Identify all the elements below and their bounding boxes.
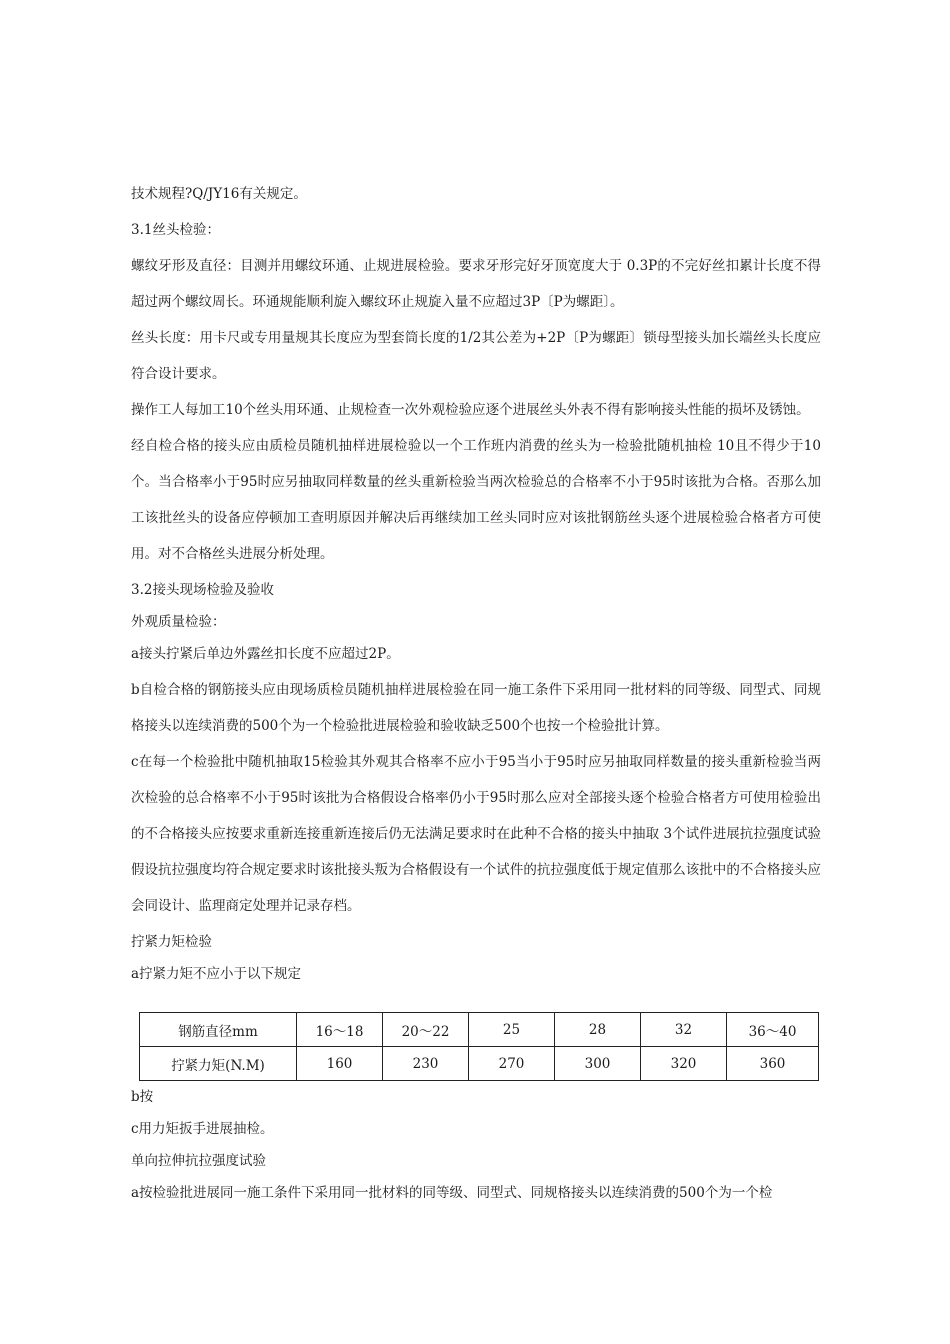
paragraph-sampling: 经自检合格的接头应由质检员随机抽样进展检验以一个工作班内消费的丝头为一检验批随机抽检 10且不得少于10个。当合格率小于95时应另抽取同样数量的丝头重新检验当两次检验总的合格率不小于95时该批为合格。否那么加工该批丝头的设备应停顿加工查明原因并解决后再继续加工丝头同时应对该批钢筋丝头逐个进展检验合格者方可使用。对不合格丝头进展分析处理。 xyxy=(131,438,821,562)
body-text-bottom xyxy=(131,1079,821,1211)
body-text-top xyxy=(131,176,821,992)
paragraph-torque-c: c用力矩扳手进展抽检。 xyxy=(131,1121,274,1137)
paragraph-item-c: c在每一个检验批中随机抽取15检验其外观其合格率不应小于95当小于95时应另抽取同样数量的接头重新检验当两次检验的总合格率不小于95时该批为合格假设合格率仍小于95时那么应对全部接头逐个检验合格者方可使用检验出的不合格接头应按要求重新连接重新连接后仍无法满足要求时在此种不合格的接头中抽取 3个试件进展抗拉强度试验假设抗拉强度均符合规定要求时该批接头叛为合格假设有一个试件的抗拉强度低于规定值那么该批中的不合格接头应会同设计、监理商定处理并记录存档。 xyxy=(131,754,821,914)
paragraph-torque-heading: 拧紧力矩检验 xyxy=(131,934,212,950)
paragraph-visual-inspection: 外观质量检验： xyxy=(131,614,226,630)
paragraph-item-b: b自检合格的钢筋接头应由现场质检员随机抽样进展检验在同一施工条件下采用同一批材料的同等级、同型式、同规格接头以连续消费的500个为一个检验批进展检验和验收缺乏500个也按一个检验批计算。 xyxy=(131,682,821,734)
paragraph-thread-length: 丝头长度：用卡尺或专用量规其长度应为型套筒长度的1/2其公差为+2P〔P为螺距〕锁母型接头加长端丝头长度应符合设计要求。 xyxy=(131,330,821,382)
paragraph-worker-check: 操作工人每加工10个丝头用环通、止规检查一次外观检验应逐个进展丝头外表不得有影响接头性能的损坏及锈蚀。 xyxy=(131,402,810,418)
table-cell: 36～40 xyxy=(727,1013,819,1047)
paragraph-torque-b: b按 xyxy=(131,1089,154,1105)
table-cell: 20～22 xyxy=(383,1013,469,1047)
table-cell: 16～18 xyxy=(297,1013,383,1047)
table-cell: 25 xyxy=(469,1013,555,1047)
table-cell: 300 xyxy=(555,1047,641,1081)
paragraph-tensile-heading: 单向拉伸抗拉强度试验 xyxy=(131,1153,266,1169)
paragraph-tensile-a: a按检验批进展同一施工条件下采用同一批材料的同等级、同型式、同规格接头以连续消费的500个为一个检 xyxy=(131,1185,773,1201)
table-cell: 160 xyxy=(297,1047,383,1081)
torque-table xyxy=(139,1012,819,1081)
table-cell: 拧紧力矩(N.M) xyxy=(140,1047,297,1081)
table-cell: 28 xyxy=(555,1013,641,1047)
section-heading-3-2: 3.2接头现场检验及验收 xyxy=(131,582,274,598)
section-heading-3-1: 3.1丝头检验： xyxy=(131,222,220,238)
table-row xyxy=(140,1047,819,1081)
paragraph-item-a: a接头拧紧后单边外露丝扣长度不应超过2P。 xyxy=(131,646,400,662)
table-cell: 270 xyxy=(469,1047,555,1081)
table-row xyxy=(140,1013,819,1047)
paragraph-spec-reference: 技术规程?Q/JY16有关规定。 xyxy=(131,186,307,202)
table-cell: 32 xyxy=(641,1013,727,1047)
table-cell: 230 xyxy=(383,1047,469,1081)
table-cell: 320 xyxy=(641,1047,727,1081)
table-cell: 钢筋直径mm xyxy=(140,1013,297,1047)
paragraph-thread-profile: 螺纹牙形及直径：目测并用螺纹环通、止规进展检验。要求牙形完好牙顶宽度大于 0.3P的不完好丝扣累计长度不得超过两个螺纹周长。环通规能顺利旋入螺纹环止规旋入量不应超过3P〔P为螺距〕。 xyxy=(131,258,821,310)
table-cell: 360 xyxy=(727,1047,819,1081)
paragraph-torque-a: a拧紧力矩不应小于以下规定 xyxy=(131,966,302,982)
